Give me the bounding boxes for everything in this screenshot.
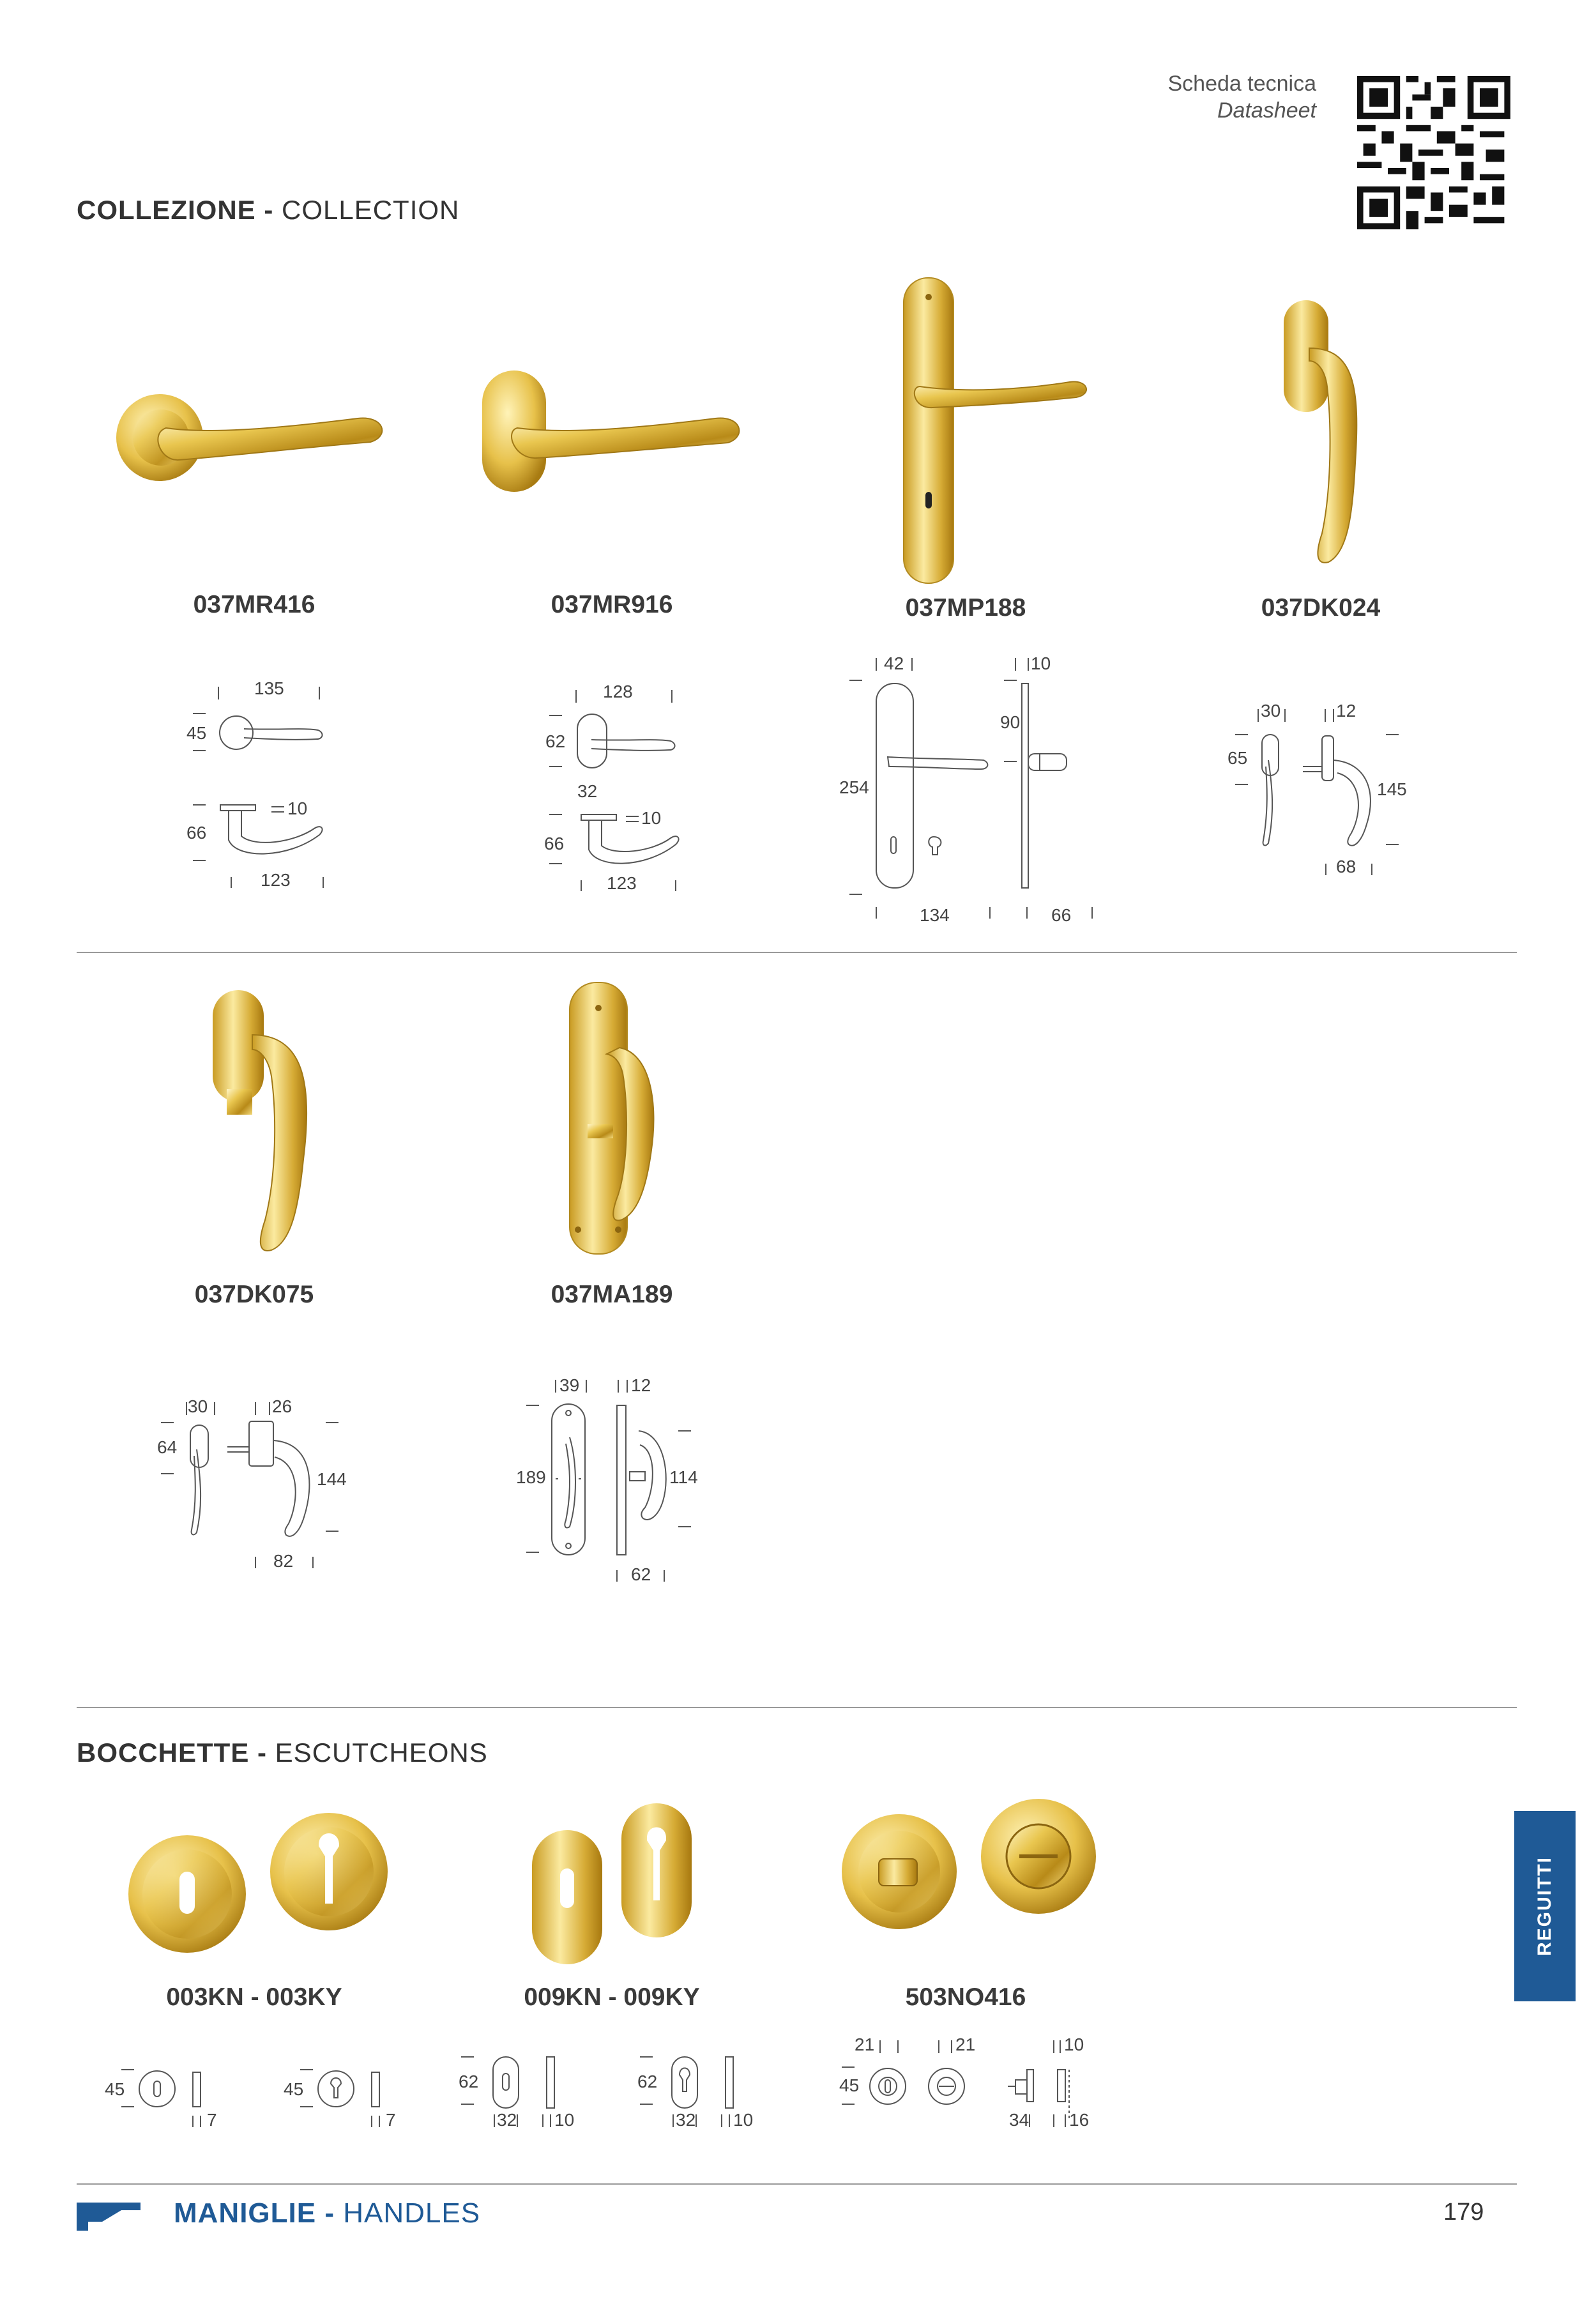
dim-mr916-length: 123 (607, 873, 637, 893)
dim-503no416-c: 10 (1064, 2035, 1084, 2054)
dim-ma189-length: 114 (669, 1467, 698, 1487)
dim-503no416-height: 45 (839, 2075, 860, 2095)
dim-009kn-thickness: 10 (554, 2110, 575, 2130)
dim-503no416-b: 21 (955, 2035, 976, 2054)
brand-side-tab-label: REGUITTI (1534, 1856, 1555, 1956)
dim-dk075-length: 144 (317, 1469, 347, 1489)
product-photo-009kn-009ky (527, 1798, 699, 1967)
datasheet-label-it: Scheda tecnica (1167, 72, 1316, 96)
dim-009kn-width: 32 (497, 2110, 517, 2130)
dim-503no416-d: 34 (1009, 2110, 1030, 2130)
tech-drawing-037mr916 (536, 671, 703, 894)
product-code-037dk024: 037DK024 (1261, 594, 1381, 622)
product-code-037mp188: 037MP188 (905, 594, 1026, 622)
page-number: 179 (1443, 2199, 1484, 2226)
dim-dk075-height: 64 (157, 1437, 178, 1457)
product-code-009kn-009ky: 009KN - 009KY (524, 1983, 700, 2011)
dim-ma189-height: 189 (516, 1467, 546, 1487)
dim-dk024-length: 145 (1377, 779, 1407, 799)
footer-divider (77, 2183, 1517, 2185)
dim-003ky-height: 45 (284, 2079, 304, 2099)
dim-503no416-e: 16 (1069, 2110, 1090, 2130)
section-divider (77, 1707, 1517, 1708)
dim-dk075-width: 30 (188, 1396, 208, 1416)
dim-mp188-height: 254 (839, 777, 869, 797)
dim-mp188-projection: 66 (1051, 905, 1072, 925)
product-code-037dk075: 037DK075 (194, 1281, 314, 1308)
dim-mr916-rose: 32 (577, 781, 598, 801)
product-photo-037mp188 (894, 275, 1092, 588)
escutcheons-section-title: BOCCHETTE - ESCUTCHEONS (77, 1738, 488, 1768)
product-photo-503no416 (837, 1795, 1098, 1929)
dim-003kn-height: 45 (105, 2079, 125, 2099)
tech-drawing-003ky (275, 2031, 415, 2146)
brand-logo-icon (77, 2203, 141, 2231)
qr-code-icon[interactable] (1357, 75, 1510, 230)
dim-mp188-length: 134 (920, 905, 950, 925)
tech-drawing-037ma189 (511, 1367, 715, 1597)
product-code-037mr416: 037MR416 (193, 591, 315, 618)
dim-003kn-thickness: 7 (207, 2110, 217, 2130)
dim-mr916-width: 128 (603, 682, 633, 701)
dim-dk024-thickness: 12 (1336, 701, 1357, 721)
tech-drawing-009kn (453, 2025, 594, 2146)
dim-mp188-width: 42 (884, 653, 904, 673)
brand-side-tab[interactable] (1514, 1811, 1576, 2001)
datasheet-label-en: Datasheet (1217, 98, 1316, 123)
dim-mp188-axis: 90 (1000, 712, 1021, 732)
dim-009kn-height: 62 (459, 2072, 479, 2091)
dim-009ky-height: 62 (637, 2072, 658, 2091)
dim-003ky-thickness: 7 (386, 2110, 396, 2130)
dim-mr416-thickness: 10 (287, 798, 308, 818)
tech-drawing-009ky (632, 2025, 773, 2146)
dim-dk075-projection: 82 (273, 1551, 294, 1571)
dim-009ky-thickness: 10 (733, 2110, 754, 2130)
dim-dk024-projection: 68 (1336, 857, 1357, 876)
product-code-037mr916: 037MR916 (551, 591, 673, 618)
product-photo-037mr416 (115, 383, 396, 492)
tech-drawing-037dk075 (153, 1383, 358, 1587)
product-code-503no416: 503NO416 (905, 1983, 1026, 2011)
dim-ma189-thickness: 12 (631, 1375, 651, 1395)
product-code-037ma189: 037MA189 (551, 1281, 673, 1308)
dim-mp188-thickness: 10 (1031, 653, 1051, 673)
dim-mr916-projection: 66 (544, 834, 565, 853)
dim-503no416-a: 21 (855, 2035, 875, 2054)
dim-009ky-width: 32 (676, 2110, 696, 2130)
product-photo-037ma189 (562, 977, 664, 1258)
product-photo-003kn-003ky (125, 1808, 393, 1955)
dim-mr416-height: 45 (186, 723, 207, 743)
tech-drawing-037mr416 (172, 668, 338, 891)
section-divider (77, 952, 1517, 953)
tech-drawing-037dk024 (1226, 696, 1431, 882)
dim-mr416-length: 123 (261, 870, 291, 890)
product-photo-037mr916 (479, 367, 747, 495)
dim-mr916-thickness: 10 (641, 808, 662, 828)
dim-mr416-width: 135 (254, 678, 284, 698)
product-code-003kn-003ky: 003KN - 003KY (166, 1983, 342, 2011)
dim-mr416-projection: 66 (186, 823, 207, 843)
tech-drawing-503no416 (837, 2025, 1105, 2146)
footer-section-title: MANIGLIE - HANDLES (174, 2197, 481, 2229)
dim-ma189-projection: 62 (631, 1564, 651, 1584)
dim-dk024-height: 65 (1227, 748, 1248, 768)
collection-section-title: COLLEZIONE - COLLECTION (77, 195, 460, 225)
product-photo-037dk024 (1271, 297, 1373, 569)
product-photo-037dk075 (208, 987, 326, 1255)
datasheet-label (1168, 70, 1317, 124)
dim-mr916-height: 62 (545, 731, 566, 751)
dim-dk075-thickness: 26 (272, 1396, 293, 1416)
dim-dk024-width: 30 (1261, 701, 1281, 721)
tech-drawing-003kn (96, 2031, 236, 2146)
tech-drawing-037mp188 (837, 652, 1118, 933)
dim-ma189-width: 39 (559, 1375, 580, 1395)
